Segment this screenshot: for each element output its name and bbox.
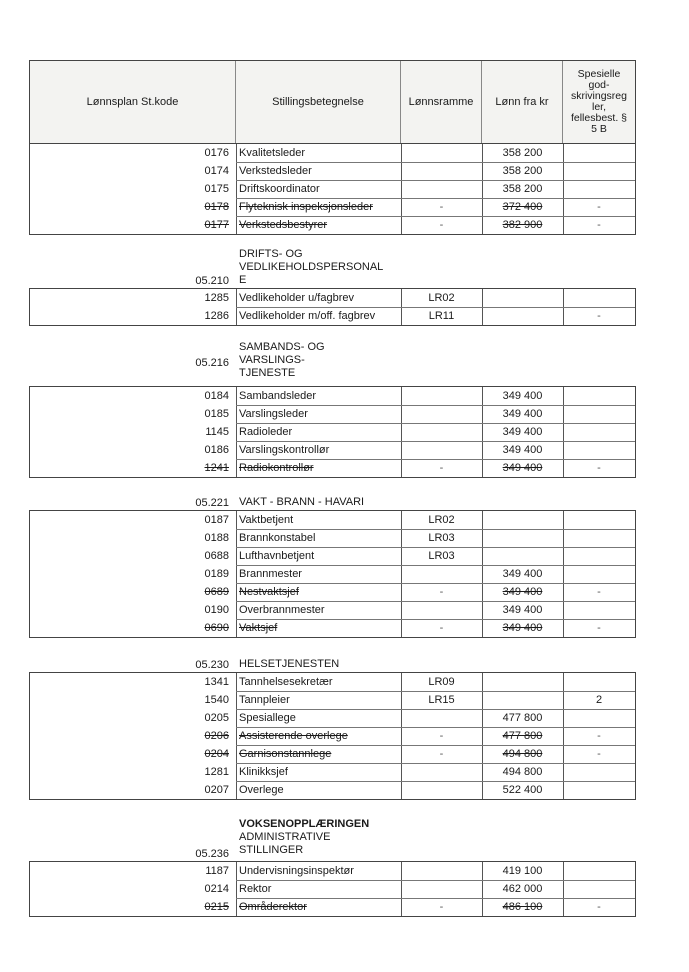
stillingsbetegnelse: Flyteknisk inspeksjonsleder [239, 201, 373, 213]
lonn-fra-kr: 349 400 [502, 444, 543, 456]
spesielle-regler: - [597, 622, 601, 634]
table-row [30, 511, 635, 529]
table-row [30, 565, 635, 583]
stillingsbetegnelse: Vedlikeholder u/fagbrev [239, 292, 354, 304]
stillingsbetegnelse: Garnisonstannlege [239, 748, 332, 760]
stilling-kode: 0178 [204, 201, 229, 213]
lonnsramme: LR03 [428, 550, 455, 562]
stillingsbetegnelse: Assisterende overlege [239, 730, 348, 742]
lonn-fra-kr: 358 200 [502, 147, 543, 159]
lonnsramme [401, 423, 482, 441]
stilling-kode: 1540 [204, 694, 229, 706]
lonnsramme: - [439, 586, 444, 598]
stilling-kode: 0215 [204, 901, 229, 913]
spesielle-regler [563, 673, 635, 691]
table-row [30, 198, 635, 216]
lonnsramme: - [439, 462, 444, 474]
table-row [30, 547, 635, 565]
stilling-kode: 0174 [204, 165, 229, 177]
lonn-fra-kr: 382 900 [502, 219, 543, 231]
lonn-fra-kr: 419 100 [502, 865, 543, 877]
table-section [29, 288, 636, 326]
table-header [29, 60, 636, 144]
header-spesielle-line: ler, [591, 101, 606, 113]
table-row [30, 727, 635, 745]
table-row [30, 529, 635, 547]
lonnsramme [401, 601, 482, 619]
spesielle-regler [563, 709, 635, 727]
stillingsbetegnelse: Overbrannmester [239, 604, 325, 616]
stilling-kode: 0188 [204, 532, 229, 544]
spesielle-regler: - [597, 730, 601, 742]
stillingsbetegnelse: Klinikksjef [239, 766, 288, 778]
header-lonn-fra-kr: Lønn fra kr [482, 61, 563, 143]
stillingsbetegnelse: Verkstedsbestyrer [239, 219, 328, 231]
spesielle-regler [563, 180, 635, 198]
lonn-fra-kr [482, 289, 563, 307]
table-row [30, 387, 635, 405]
stillingsbetegnelse: Varslingskontrollør [239, 444, 330, 456]
table-row [30, 583, 635, 601]
header-spesielle-line: fellesbest. § [570, 112, 628, 124]
lonnsramme: - [439, 748, 444, 760]
header-spesielle-line: god- [588, 79, 610, 91]
stilling-kode: 1145 [205, 426, 229, 438]
spesielle-regler [563, 289, 635, 307]
header-spesielle-line: Spesielle [577, 68, 621, 80]
table-section [29, 144, 636, 235]
stilling-kode: 1187 [205, 865, 229, 877]
stillingsbetegnelse: Driftskoordinator [239, 183, 320, 195]
spesielle-regler: - [597, 901, 601, 913]
stillingsbetegnelse: Vaktsjef [239, 622, 278, 634]
section-number: 05.230 [195, 659, 229, 671]
header-lonnsramme: Lønnsramme [401, 61, 482, 143]
table-row [30, 898, 635, 916]
spesielle-regler [563, 387, 635, 405]
section-heading: SAMBANDS- OG [239, 341, 325, 353]
spesielle-regler [563, 162, 635, 180]
lonn-fra-kr: 358 200 [502, 165, 543, 177]
table-row [30, 691, 635, 709]
stillingsbetegnelse: Lufthavnbetjent [239, 550, 315, 562]
table-row [30, 405, 635, 423]
lonn-fra-kr: 349 400 [502, 426, 543, 438]
stillingsbetegnelse: Brannkonstabel [239, 532, 316, 544]
spesielle-regler [563, 511, 635, 529]
stillingsbetegnelse: Områderektor [239, 901, 307, 913]
lonnsramme: LR02 [428, 292, 455, 304]
stilling-kode: 0176 [204, 147, 229, 159]
stilling-kode: 0214 [204, 883, 229, 895]
stillingsbetegnelse: Sambandsleder [239, 390, 317, 402]
section-number: 05.216 [195, 357, 229, 369]
header-spesielle-line: 5 B [591, 123, 607, 135]
spesielle-regler: - [597, 586, 601, 598]
stillingsbetegnelse: Brannmester [239, 568, 302, 580]
spesielle-regler [563, 601, 635, 619]
header-spesielle-text [571, 69, 627, 135]
lonn-fra-kr: 486 100 [502, 901, 543, 913]
lonn-fra-kr [482, 673, 563, 691]
section-number: 05.210 [195, 275, 229, 287]
table-row [30, 709, 635, 727]
table-row [30, 619, 635, 637]
stillingsbetegnelse: Tannpleier [239, 694, 290, 706]
spesielle-regler: - [597, 748, 601, 760]
lonn-fra-kr [482, 547, 563, 565]
lonn-fra-kr: 358 200 [502, 183, 543, 195]
table-section [29, 510, 636, 638]
stillingsbetegnelse: Vaktbetjent [239, 514, 294, 526]
header-spesielle-line: skrivingsreg [570, 90, 627, 102]
section-heading: TJENESTE [239, 367, 296, 379]
lonnsramme [401, 387, 482, 405]
spesielle-regler: - [597, 219, 601, 231]
stillingsbetegnelse: Undervisningsinspektør [239, 865, 354, 877]
lonnsramme [401, 405, 482, 423]
table-section [29, 386, 636, 478]
lonn-fra-kr: 349 400 [502, 604, 543, 616]
header-stillingsbetegnelse: Stillingsbetegnelse [236, 61, 401, 143]
lonnsramme: - [439, 901, 444, 913]
section-heading: VEDLIKEHOLDSPERSONAL [239, 261, 384, 273]
lonn-fra-kr [482, 511, 563, 529]
lonn-fra-kr: 494 800 [502, 766, 543, 778]
spesielle-regler [563, 423, 635, 441]
lonn-fra-kr: 349 400 [502, 568, 543, 580]
stilling-kode: 1341 [204, 676, 229, 688]
spesielle-regler [563, 441, 635, 459]
lonnsramme: - [439, 201, 444, 213]
spesielle-regler: - [597, 201, 601, 213]
stilling-kode: 0177 [204, 219, 229, 231]
stilling-kode: 0207 [204, 784, 229, 796]
stillingsbetegnelse: Tannhelsesekretær [239, 676, 333, 688]
section-number: 05.236 [195, 848, 229, 860]
header-spesielle-godskrivingsregler [563, 61, 635, 143]
lonn-fra-kr: 372 400 [502, 201, 543, 213]
section-heading: E [239, 274, 247, 286]
lonnsramme [401, 565, 482, 583]
spesielle-regler [563, 547, 635, 565]
lonn-fra-kr: 349 400 [502, 408, 543, 420]
stilling-kode: 0187 [204, 514, 229, 526]
stilling-kode: 0204 [204, 748, 229, 760]
section-heading-bold: VOKSENOPPLÆRINGEN [239, 818, 370, 830]
lonnsramme: LR09 [428, 676, 455, 688]
lonnsramme [401, 162, 482, 180]
lonnsramme: LR03 [428, 532, 455, 544]
lonn-fra-kr: 349 400 [502, 586, 543, 598]
lonnsramme [401, 180, 482, 198]
lonn-fra-kr: 462 000 [502, 883, 543, 895]
section-heading: VAKT - BRANN - HAVARI [239, 496, 365, 508]
stillingsbetegnelse: Verkstedsleder [239, 165, 312, 177]
lonn-fra-kr: 522 400 [502, 784, 543, 796]
stillingsbetegnelse: Radioleder [239, 426, 293, 438]
table-row [30, 763, 635, 781]
table-row [30, 880, 635, 898]
spesielle-regler [563, 529, 635, 547]
lonnsramme [401, 862, 482, 880]
table-row [30, 459, 635, 477]
lonn-fra-kr [482, 691, 563, 709]
stillingsbetegnelse: Rektor [239, 883, 272, 895]
stilling-kode: 1285 [204, 292, 229, 304]
stilling-kode: 0206 [204, 730, 229, 742]
table-row [30, 144, 635, 162]
stilling-kode: 0189 [204, 568, 229, 580]
table-row [30, 781, 635, 799]
table-row [30, 745, 635, 763]
lonnsramme [401, 709, 482, 727]
stilling-kode: 0185 [204, 408, 229, 420]
lonn-fra-kr [482, 529, 563, 547]
stilling-kode: 0186 [204, 444, 229, 456]
stilling-kode: 0690 [204, 622, 229, 634]
lonn-fra-kr: 349 400 [502, 462, 543, 474]
lonnsramme [401, 781, 482, 799]
lonnsramme [401, 441, 482, 459]
stillingsbetegnelse: Kvalitetsleder [239, 147, 306, 159]
stillingsbetegnelse: Vedlikeholder m/off. fagbrev [239, 310, 376, 322]
stilling-kode: 1281 [204, 766, 229, 778]
spesielle-regler [563, 880, 635, 898]
stilling-kode: 0688 [204, 550, 229, 562]
section-heading: VARSLINGS- [239, 354, 305, 366]
table-row [30, 673, 635, 691]
stillingsbetegnelse: Overlege [239, 784, 284, 796]
spesielle-regler [563, 565, 635, 583]
lonnsramme: - [439, 219, 444, 231]
stilling-kode: 0205 [204, 712, 229, 724]
table-row [30, 216, 635, 234]
lonnsramme: LR11 [428, 310, 455, 322]
header-lonnsplan-stkode: Lønnsplan St.kode [30, 61, 236, 143]
stillingsbetegnelse: Nestvaktsjef [239, 586, 299, 598]
table-row [30, 441, 635, 459]
stilling-kode: 0689 [204, 586, 229, 598]
stillingsbetegnelse: Varslingsleder [239, 408, 308, 420]
table-row [30, 180, 635, 198]
lonn-fra-kr: 477 800 [502, 730, 543, 742]
lonnsramme: LR02 [428, 514, 455, 526]
table-row [30, 162, 635, 180]
spesielle-regler [563, 763, 635, 781]
table-section [29, 672, 636, 800]
lonnsramme: - [439, 730, 444, 742]
section-heading: HELSETJENESTEN [239, 658, 340, 670]
table-row [30, 423, 635, 441]
lonn-fra-kr: 349 400 [502, 622, 543, 634]
lonnsramme: - [439, 622, 444, 634]
lonnsramme: LR15 [428, 694, 455, 706]
lonnsramme [401, 144, 482, 162]
spesielle-regler [563, 144, 635, 162]
section-heading: DRIFTS- OG [239, 248, 303, 260]
table-row [30, 307, 635, 325]
spesielle-regler: - [597, 462, 601, 474]
spesielle-regler [563, 862, 635, 880]
section-number: 05.221 [195, 497, 229, 509]
section-heading: STILLINGER [239, 844, 304, 856]
lonn-fra-kr [482, 307, 563, 325]
spesielle-regler [563, 405, 635, 423]
section-heading: ADMINISTRATIVE [239, 831, 331, 843]
spesielle-regler [563, 781, 635, 799]
stillingsbetegnelse: Spesiallege [239, 712, 296, 724]
table-row [30, 862, 635, 880]
stillingsbetegnelse: Radiokontrollør [239, 462, 314, 474]
lonn-fra-kr: 349 400 [502, 390, 543, 402]
lonnsramme [401, 880, 482, 898]
spesielle-regler: - [597, 310, 601, 322]
stilling-kode: 1241 [204, 462, 229, 474]
stilling-kode: 0184 [204, 390, 229, 402]
table-section [29, 861, 636, 917]
stilling-kode: 0190 [204, 604, 229, 616]
table-row [30, 601, 635, 619]
spesielle-regler: 2 [595, 694, 603, 706]
lonnsramme [401, 763, 482, 781]
stilling-kode: 0175 [204, 183, 229, 195]
table-row [30, 289, 635, 307]
lonn-fra-kr: 494 800 [502, 748, 543, 760]
lonn-fra-kr: 477 800 [502, 712, 543, 724]
stilling-kode: 1286 [204, 310, 229, 322]
